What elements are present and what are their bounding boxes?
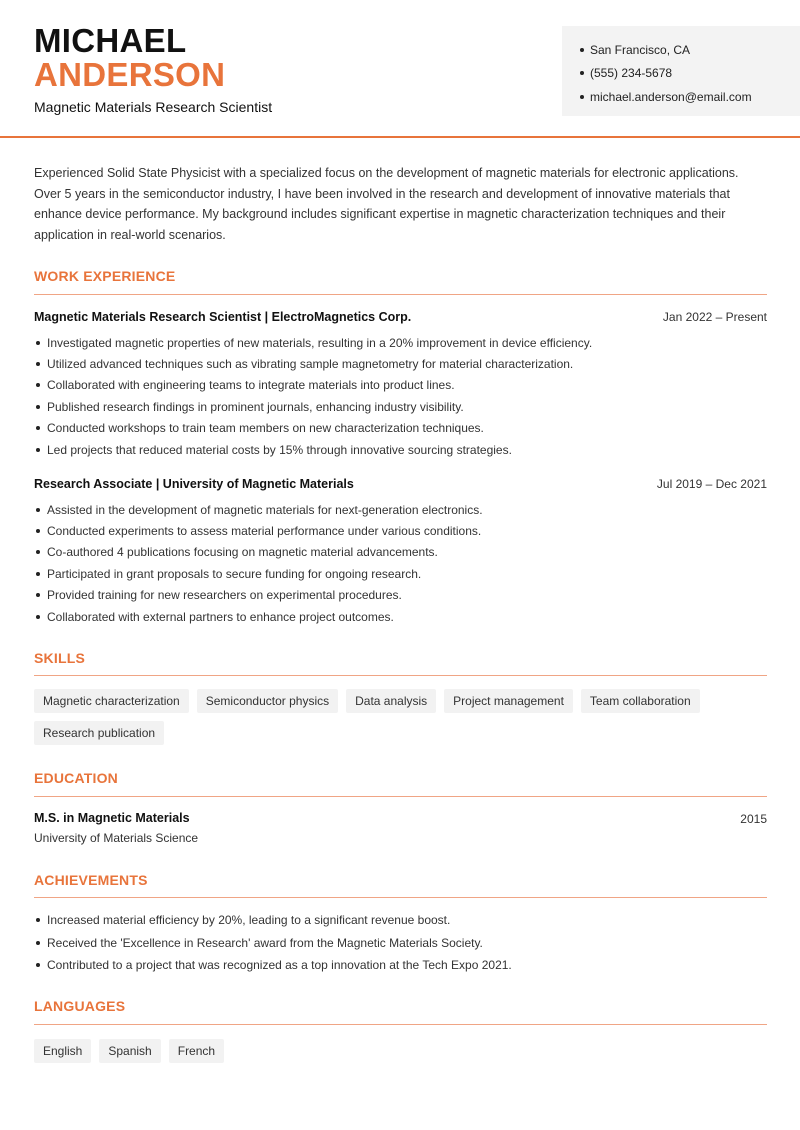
skills-list [34, 689, 767, 753]
education-degree: M.S. in Magnetic Materials [34, 811, 190, 825]
bullet-icon [36, 448, 40, 452]
email-text: michael.anderson@email.com [590, 89, 752, 104]
list-item-text: Received the 'Excellence in Research' award from the Magnetic Materials Society. [47, 935, 483, 950]
job-role: Research Associate | University of Magnetic Materials [34, 477, 354, 491]
list-item-text: Contributed to a project that was recognized as a top innovation at the Tech Expo 2021. [47, 958, 512, 973]
bullet-icon [36, 426, 40, 430]
bullet-icon [36, 508, 40, 512]
skill-chip: Team collaboration [581, 689, 700, 713]
section-divider [34, 796, 767, 797]
bullet-icon [580, 71, 584, 75]
section-title-work: WORK EXPERIENCE [34, 268, 176, 284]
bullet-icon [36, 918, 40, 922]
language-chip: Spanish [99, 1039, 160, 1063]
list-item [34, 439, 767, 460]
list-item [34, 563, 767, 584]
education-school: University of Materials Science [34, 831, 199, 845]
summary-paragraph: Experienced Solid State Physicist with a specialized focus on the development of magnetic materials for electronic applications. Over 5 years in the semiconductor industry, I have been involved in the research and development of innovative materials that enhance device performance. My background includes significant expertise in magnetic characterization techniques and their application in real-world scenarios. [34, 166, 739, 243]
section-divider [34, 897, 767, 898]
job-bullets [34, 499, 767, 627]
bullet-icon [36, 362, 40, 366]
list-item [34, 585, 767, 606]
list-item [34, 954, 767, 977]
list-item [34, 396, 767, 417]
location-text: San Francisco, CA [590, 42, 691, 57]
bullet-icon [36, 572, 40, 576]
bullet-icon [36, 963, 40, 967]
list-item-text: Utilized advanced techniques such as vibrating sample magnetometry for material characterization. [47, 357, 574, 372]
job-header [34, 308, 767, 326]
list-item-text: Led projects that reduced material costs by 15% through innovative sourcing strategies. [47, 442, 512, 457]
list-item-text: Collaborated with external partners to enhance project outcomes. [47, 609, 394, 624]
languages-list [34, 1039, 767, 1071]
section-divider [34, 675, 767, 676]
first-name: MICHAEL [34, 22, 187, 59]
list-item-text: Increased material efficiency by 20%, leading to a significant revenue boost. [47, 913, 451, 928]
resume-header [0, 0, 800, 138]
phone-text: (555) 234-5678 [590, 66, 673, 81]
bullet-icon [580, 95, 584, 99]
bullet-icon [36, 550, 40, 554]
contact-phone [580, 62, 800, 86]
bullet-icon [36, 383, 40, 387]
section-title-achievements: ACHIEVEMENTS [34, 872, 148, 888]
section-title-languages: LANGUAGES [34, 998, 126, 1014]
education-year: 2015 [740, 812, 767, 826]
list-item-text: Published research findings in prominent journals, enhancing industry visibility. [47, 399, 464, 414]
contact-location [580, 38, 800, 62]
bullet-icon [580, 48, 584, 52]
section-divider [34, 1024, 767, 1025]
bullet-icon [36, 593, 40, 597]
job-dates: Jan 2022 – Present [662, 310, 767, 324]
language-chip: French [169, 1039, 224, 1063]
job-bullets [34, 332, 767, 460]
skill-chip: Research publication [34, 721, 164, 745]
section-title-education: EDUCATION [34, 770, 118, 786]
list-item [34, 520, 767, 541]
skill-chip: Magnetic characterization [34, 689, 189, 713]
bullet-icon [36, 529, 40, 533]
list-item-text: Participated in grant proposals to secure funding for ongoing research. [47, 566, 422, 581]
list-item-text: Conducted experiments to assess material performance under various conditions. [47, 524, 482, 539]
list-item-text: Assisted in the development of magnetic materials for next-generation electronics. [47, 502, 483, 517]
list-item-text: Investigated magnetic properties of new materials, resulting in a 20% improvement in device efficiency. [47, 335, 593, 350]
skill-chip: Project management [444, 689, 573, 713]
section-divider [34, 294, 767, 295]
bullet-icon [36, 405, 40, 409]
list-item [34, 542, 767, 563]
list-item-text: Collaborated with engineering teams to integrate materials into product lines. [47, 378, 455, 393]
list-item-text: Co-authored 4 publications focusing on magnetic material advancements. [47, 545, 438, 560]
job-dates: Jul 2019 – Dec 2021 [656, 477, 767, 491]
language-chip: English [34, 1039, 91, 1063]
bullet-icon [36, 941, 40, 945]
bullet-icon [36, 341, 40, 345]
list-item-text: Conducted workshops to train team members on new characterization techniques. [47, 421, 484, 436]
bullet-icon [36, 615, 40, 619]
achievements-list [34, 909, 767, 977]
list-item-text: Provided training for new researchers on experimental procedures. [47, 588, 402, 603]
job-role: Magnetic Materials Research Scientist | ElectroMagnetics Corp. [34, 310, 412, 324]
list-item [34, 418, 767, 439]
list-item [34, 499, 767, 520]
skill-chip: Data analysis [346, 689, 436, 713]
list-item [34, 606, 767, 627]
contact-box [562, 26, 800, 116]
list-item [34, 932, 767, 955]
list-item [34, 353, 767, 374]
contact-email [580, 85, 800, 109]
section-title-skills: SKILLS [34, 650, 85, 666]
job-header [34, 475, 767, 493]
list-item [34, 332, 767, 353]
professional-title: Magnetic Materials Research Scientist [34, 99, 273, 115]
list-item [34, 375, 767, 396]
skill-chip: Semiconductor physics [197, 689, 338, 713]
list-item [34, 909, 767, 932]
last-name: ANDERSON [34, 56, 226, 93]
